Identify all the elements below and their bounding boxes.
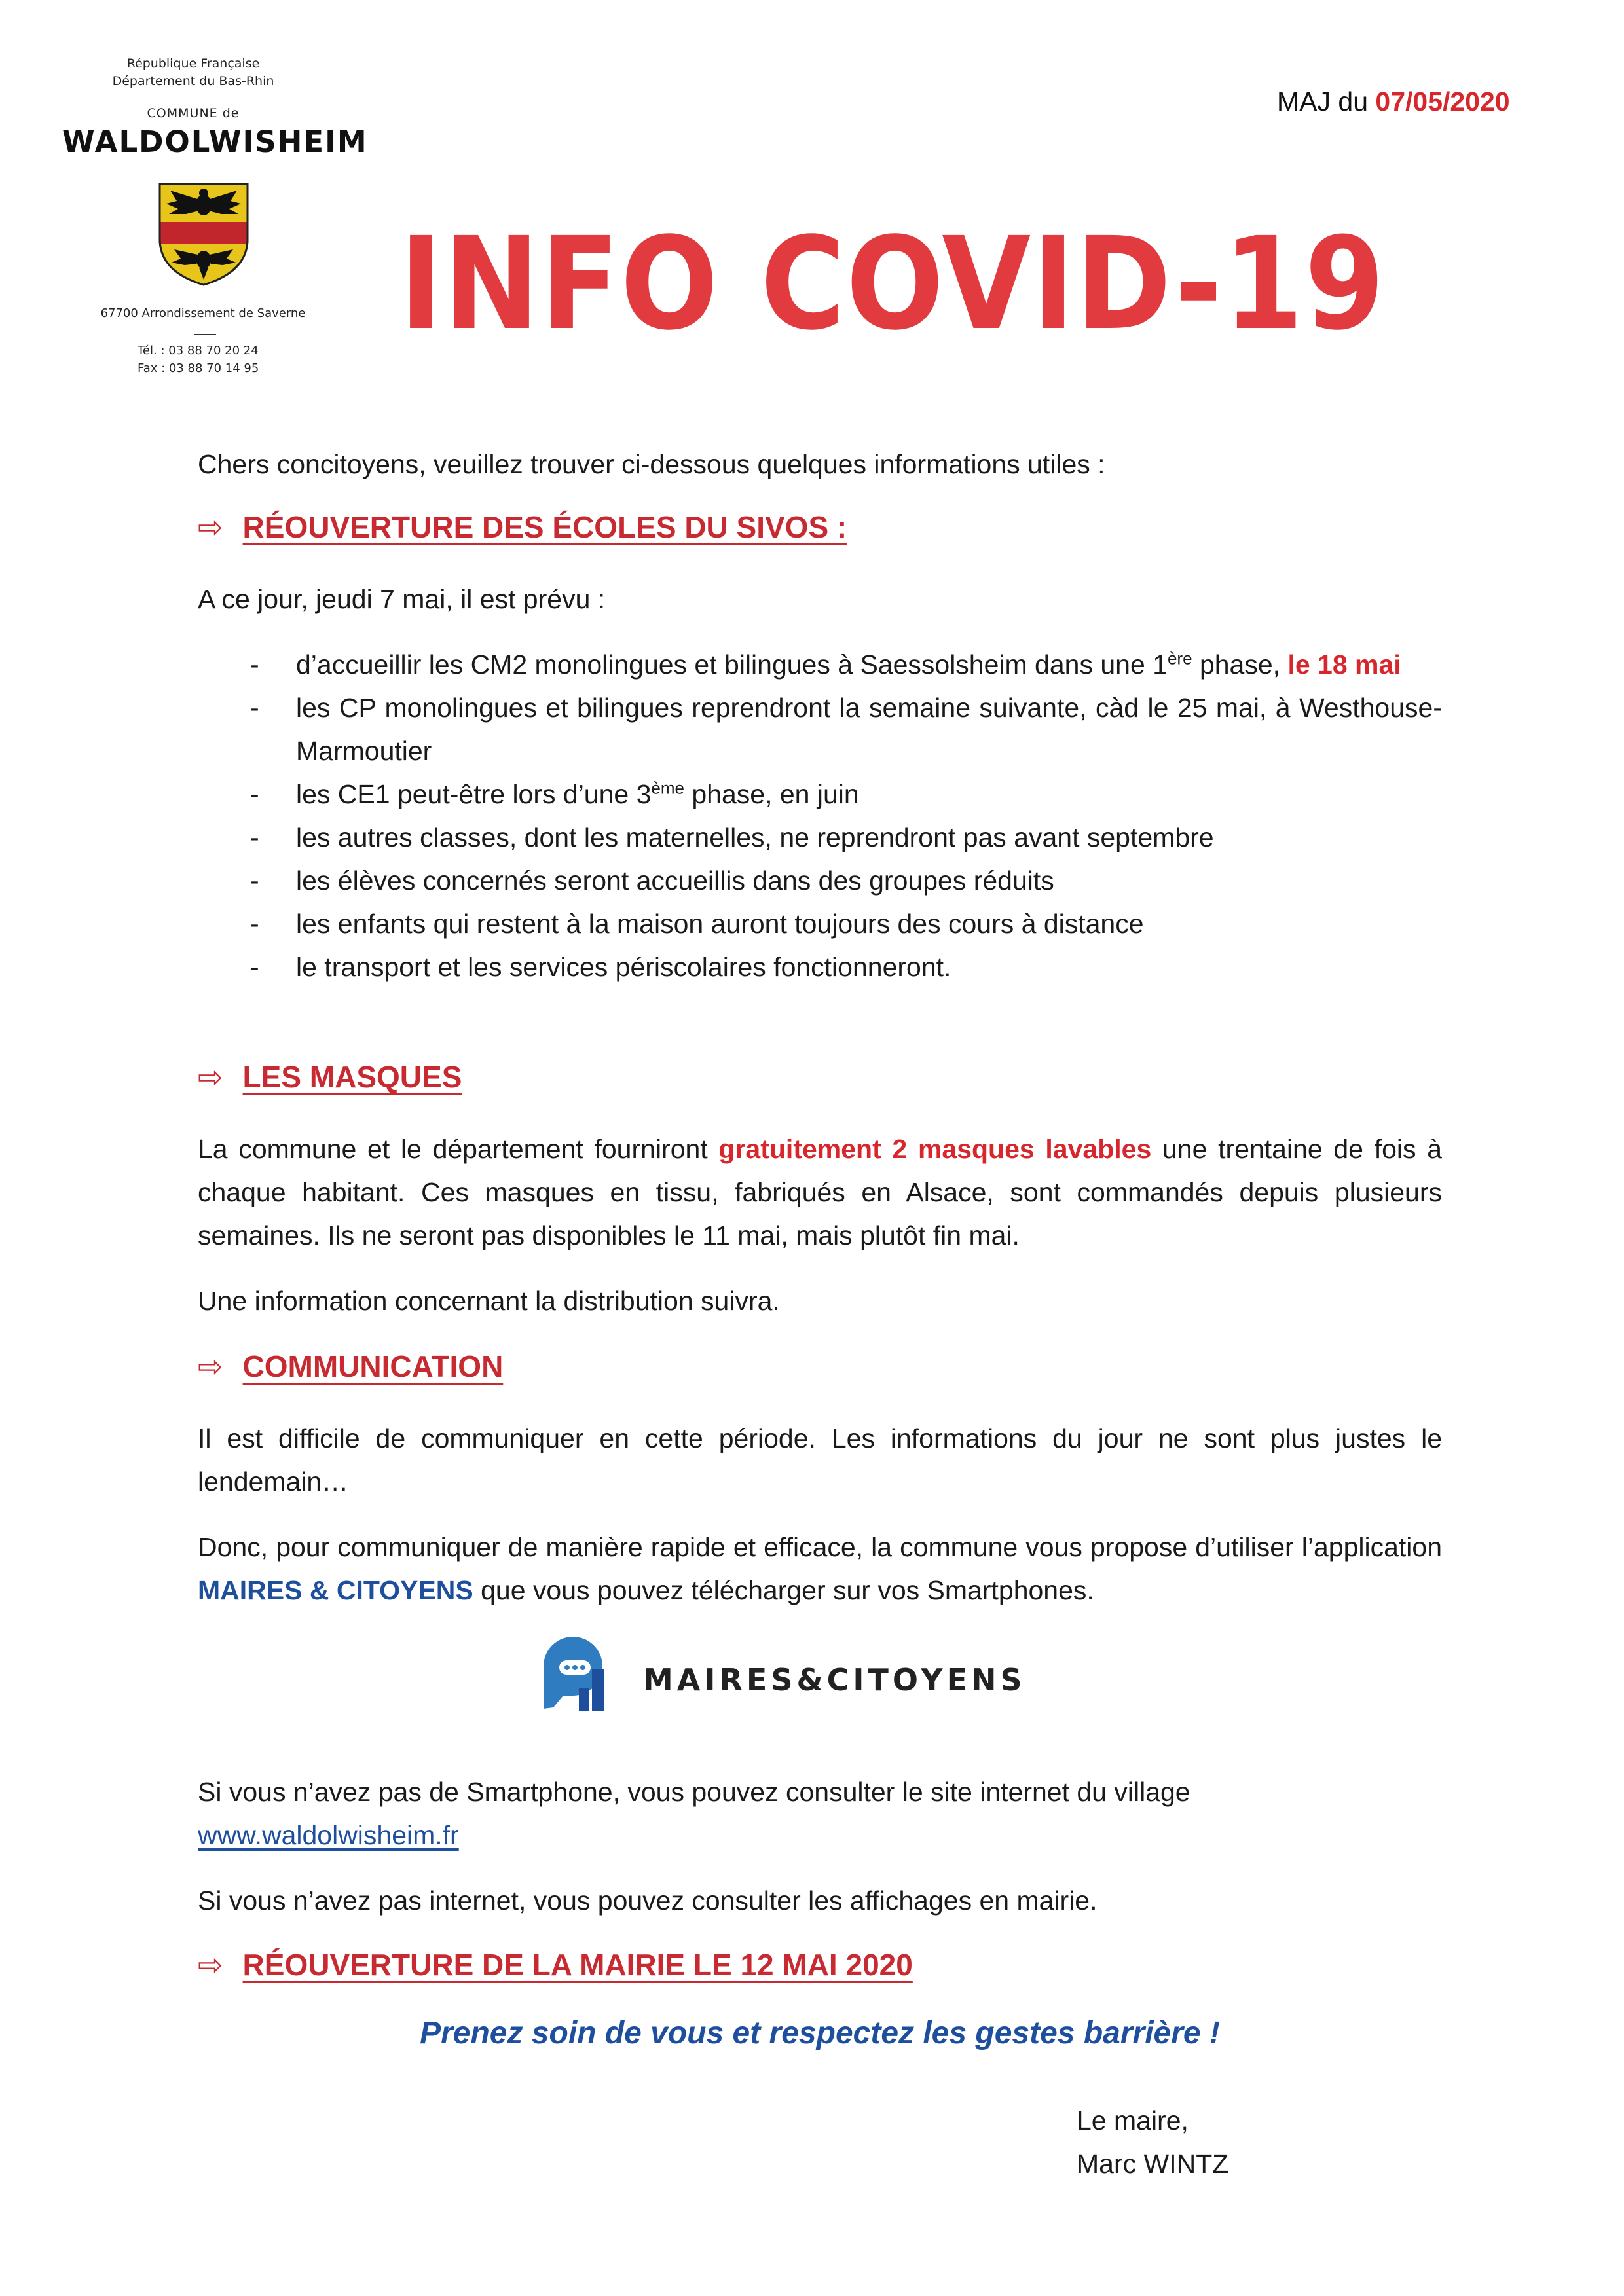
list-item	[198, 945, 1442, 989]
update-date	[1277, 86, 1510, 117]
signature	[1077, 2099, 1228, 2185]
fax-text: Fax : 03 88 70 14 95	[138, 361, 259, 375]
list-item	[198, 902, 1442, 945]
section-schools-label: RÉOUVERTURE DES ÉCOLES DU SIVOS :	[242, 510, 847, 544]
paragraph-text: Donc, pour communiquer de manière rapide et efficace, la commune vous propose d’utiliser l’application	[198, 1532, 1442, 1562]
highlight-masks: gratuitement 2 masques lavables	[718, 1134, 1152, 1164]
list-item-text: phase,	[1192, 649, 1288, 680]
schools-list	[198, 643, 1442, 989]
section-communication-title	[198, 1349, 1442, 1384]
section-schools-title	[198, 509, 1442, 545]
arrow-right-icon: ⇨	[198, 1948, 223, 1982]
list-dash: -	[250, 866, 259, 896]
republique-text: République Française	[126, 56, 260, 71]
paragraph-text: une trentaine de fois à chaque habitant. Ces masques en tissu, fabriqués en Alsace, sont commandés depuis plusieurs semaines. Ils ne seront pas disponibles le 11 mai, mais plutôt fin mai.	[198, 1134, 1442, 1250]
ordinal-sup: ème	[651, 778, 684, 798]
list-item	[198, 816, 1442, 859]
list-item-text: les enfants qui restent à la maison auront toujours des cours à distance	[296, 909, 1144, 939]
communication-paragraph-3	[198, 1770, 1442, 1857]
list-item-text: les CP monolingues et bilingues reprendront la semaine suivante, càd le 25 mai, à Westhouse-Marmoutier	[296, 693, 1442, 766]
coat-of-arms-icon	[157, 181, 250, 287]
commune-name: WALDOLWISHEIM	[62, 124, 368, 159]
list-item	[198, 773, 1442, 816]
list-item-text: les autres classes, dont les maternelles, ne reprendront pas avant septembre	[296, 822, 1214, 852]
departement-text: Département du Bas-Rhin	[112, 74, 274, 88]
letterhead-divider	[194, 334, 216, 335]
arrow-right-icon: ⇨	[198, 510, 223, 544]
letterhead-republic	[111, 55, 275, 90]
section-heading	[198, 1060, 462, 1094]
logo-text: MAIRES&CITOYENS	[643, 1662, 1026, 1698]
maires-citoyens-logo-icon	[537, 1630, 1166, 1722]
app-name: MAIRES & CITOYENS	[198, 1575, 473, 1605]
arrow-right-icon: ⇨	[198, 1060, 223, 1094]
section-mairie-title	[198, 1947, 1442, 1982]
website-link[interactable]: www.waldolwisheim.fr	[198, 1820, 459, 1850]
list-dash: -	[250, 952, 259, 982]
list-dash: -	[250, 909, 259, 939]
update-prefix: MAJ du	[1277, 86, 1376, 117]
paragraph-text: Si vous n’avez pas de Smartphone, vous pouvez consulter le site internet du village	[198, 1777, 1190, 1807]
arrow-right-icon: ⇨	[198, 1349, 223, 1383]
section-masks-title	[198, 1059, 1442, 1095]
list-dash: -	[250, 822, 259, 852]
section-mairie-label: RÉOUVERTURE DE LA MAIRIE LE 12 MAI 2020	[242, 1948, 913, 1982]
section-masks-label: LES MASQUES	[242, 1060, 462, 1094]
communication-paragraph-2	[198, 1525, 1442, 1612]
list-item-text: les élèves concernés seront accueillis dans des groupes réduits	[296, 866, 1054, 896]
contact-numbers	[111, 342, 321, 377]
paragraph-text: que vous pouvez télécharger sur vos Smartphones.	[473, 1575, 1094, 1605]
signature-role: Le maire,	[1077, 2105, 1189, 2136]
section-communication-label: COMMUNICATION	[242, 1349, 504, 1383]
ordinal-sup: ère	[1167, 648, 1192, 668]
section-heading	[198, 1349, 503, 1383]
masks-distribution-note: Une information concernant la distribution suivra.	[198, 1286, 780, 1316]
list-item-text: les CE1 peut-être lors d’une 3	[296, 779, 652, 809]
arrondissement-text: 67700 Arrondissement de Saverne	[100, 306, 306, 320]
update-date-value: 07/05/2020	[1375, 86, 1510, 117]
closing-message: Prenez soin de vous et respectez les gestes barrière !	[420, 2016, 1220, 2050]
list-item	[198, 859, 1442, 902]
section-heading	[198, 1948, 913, 1982]
list-item	[198, 643, 1442, 686]
signature-name: Marc WINTZ	[1077, 2149, 1229, 2179]
communication-paragraph-1: Il est difficile de communiquer en cette période. Les informations du jour ne sont plus justes le lendemain…	[198, 1423, 1442, 1497]
list-item	[198, 686, 1442, 773]
paragraph-text: La commune et le département fourniront	[198, 1134, 719, 1164]
highlight-date: le 18 mai	[1287, 649, 1401, 680]
page-title: INFO COVID-19	[399, 210, 1386, 358]
list-item-text: phase, en juin	[684, 779, 859, 809]
schools-lead: A ce jour, jeudi 7 mai, il est prévu :	[198, 584, 606, 614]
list-item-text: le transport et les services périscolaires fonctionneront.	[296, 952, 951, 982]
tel-text: Tél. : 03 88 70 20 24	[138, 344, 259, 357]
commune-label: COMMUNE de	[147, 106, 240, 120]
section-heading	[198, 510, 847, 544]
list-dash: -	[250, 779, 259, 809]
list-dash: -	[250, 693, 259, 723]
masks-paragraph	[198, 1127, 1442, 1257]
list-dash: -	[250, 649, 259, 680]
communication-paragraph-4: Si vous n’avez pas internet, vous pouvez consulter les affichages en mairie.	[198, 1886, 1098, 1916]
intro: Chers concitoyens, veuillez trouver ci-dessous quelques informations utiles :	[198, 449, 1105, 479]
list-item-text: d’accueillir les CM2 monolingues et bilingues à Saessolsheim dans une 1	[296, 649, 1168, 680]
